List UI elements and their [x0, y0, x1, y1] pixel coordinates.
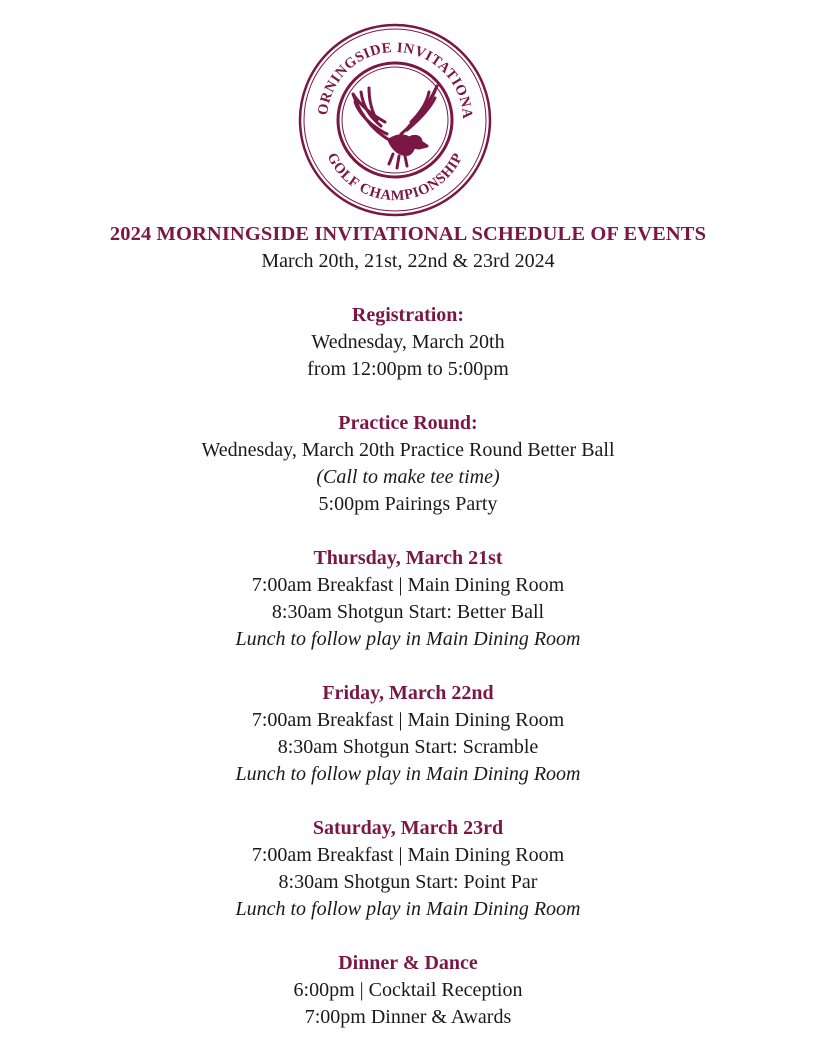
- section-heading: Practice Round:: [338, 412, 478, 434]
- schedule-line: 6:00pm | Cocktail Reception: [293, 979, 523, 1001]
- schedule-note: Lunch to follow play in Main Dining Room: [235, 628, 581, 650]
- schedule-line: 5:00pm Pairings Party: [318, 493, 498, 515]
- section-registration: [0, 302, 816, 383]
- schedule-line: from 12:00pm to 5:00pm: [307, 358, 509, 380]
- schedule-line: 8:30am Shotgun Start: Scramble: [277, 736, 539, 758]
- section-heading: Registration:: [351, 304, 465, 326]
- section-thursday: [0, 545, 816, 653]
- logo-top-text: ORNINGSIDE INVITATIONA: [315, 39, 476, 120]
- page-title: 2024 MORNINGSIDE INVITATIONAL SCHEDULE OF EVENTS: [109, 223, 707, 245]
- schedule-line: 8:30am Shotgun Start: Point Par: [278, 871, 538, 893]
- schedule-line: 8:30am Shotgun Start: Better Ball: [271, 601, 545, 623]
- section-saturday: [0, 815, 816, 923]
- schedule-line: 7:00am Breakfast | Main Dining Room: [251, 709, 565, 731]
- section-heading: Saturday, March 23rd: [312, 817, 504, 839]
- schedule-line: 7:00am Breakfast | Main Dining Room: [251, 844, 565, 866]
- eagle-icon: [353, 86, 437, 168]
- event-dates: March 20th, 21st, 22nd & 23rd 2024: [261, 250, 555, 272]
- section-heading: Dinner & Dance: [338, 952, 478, 974]
- section-practice-round: [0, 410, 816, 518]
- section-friday: [0, 680, 816, 788]
- section-dinner-dance: [0, 950, 816, 1031]
- schedule-document: [0, 221, 816, 1031]
- eagle-emblem-icon: [297, 22, 493, 218]
- schedule-line: 7:00pm Dinner & Awards: [304, 1006, 512, 1028]
- schedule-note: Lunch to follow play in Main Dining Room: [235, 763, 581, 785]
- section-heading: Thursday, March 21st: [313, 547, 503, 569]
- svg-text:MORNINGSIDE INVITATIONAL: [297, 22, 475, 120]
- schedule-note: (Call to make tee time): [316, 466, 500, 488]
- schedule-note: Lunch to follow play in Main Dining Room: [235, 898, 581, 920]
- schedule-line: Wednesday, March 20th Practice Round Better Ball: [201, 439, 615, 461]
- schedule-line: Wednesday, March 20th: [311, 331, 505, 353]
- logo-bottom-text: GOLF CHAMPIONSHIP: [323, 150, 467, 205]
- section-heading: Friday, March 22nd: [322, 682, 494, 704]
- championship-logo: [297, 22, 493, 218]
- schedule-line: 7:00am Breakfast | Main Dining Room: [251, 574, 565, 596]
